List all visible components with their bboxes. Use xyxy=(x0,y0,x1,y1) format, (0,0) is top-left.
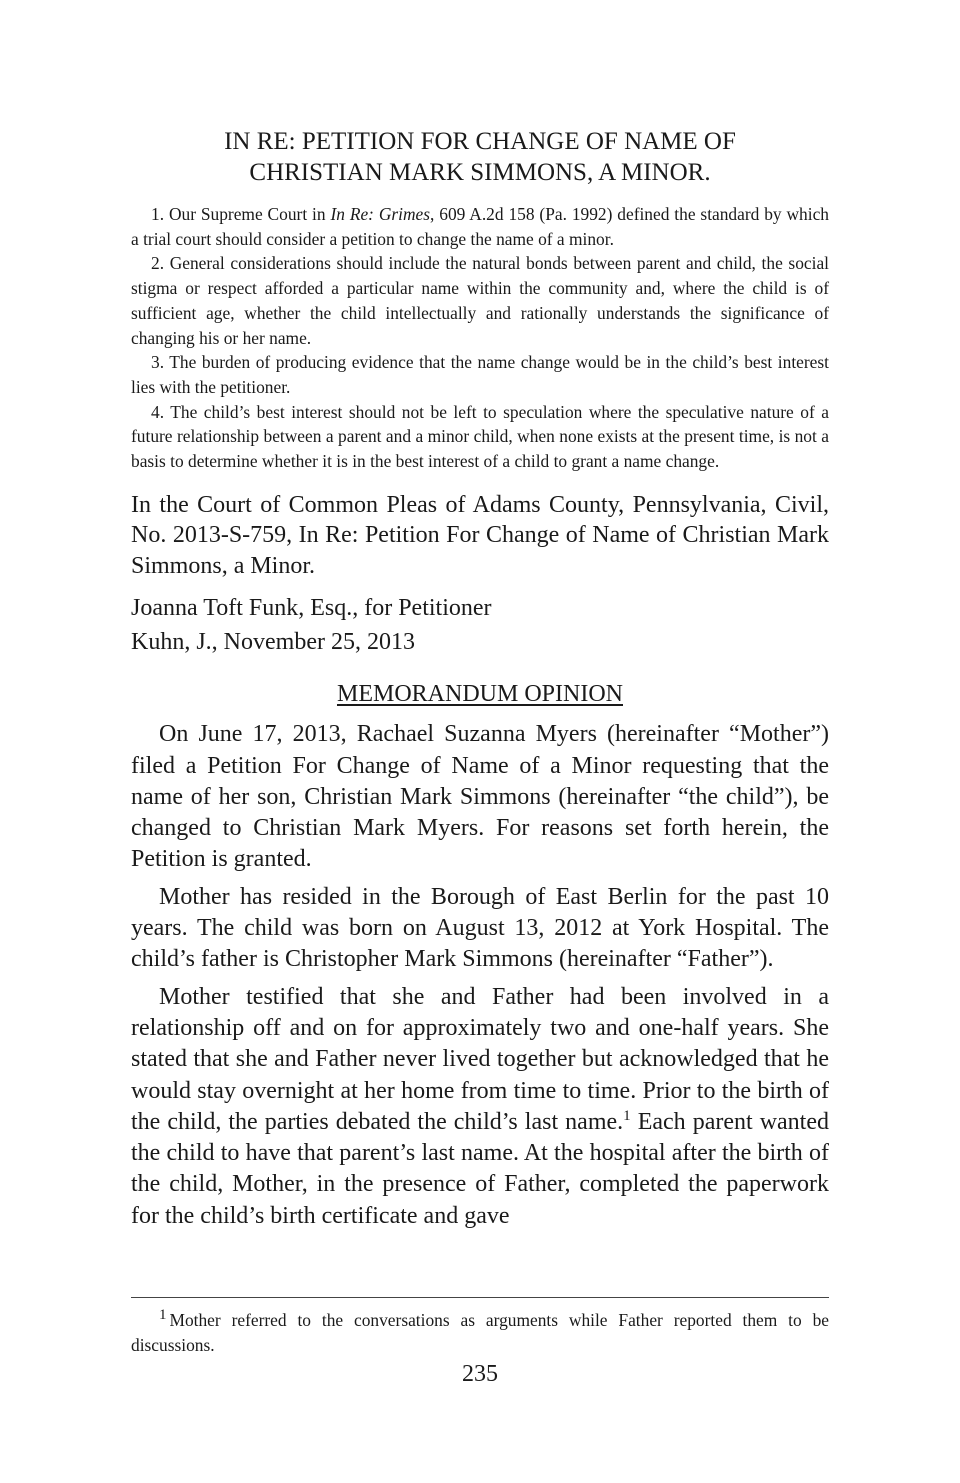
footnote-text: Mother referred to the conversations as arguments while Father reported them to be discussions. xyxy=(131,1310,829,1355)
footnote-divider xyxy=(131,1297,829,1298)
document-page xyxy=(131,126,829,1238)
body-paragraph: On June 17, 2013, Rachael Suzanna Myers (hereinafter “Mother”) filed a Petition For Change of Name of a Minor requesting that the name of her son, Christian Mark Simmons (hereinafter “the child”), be changed to Christian Mark Myers. For reasons set forth herein, the Petition is granted. xyxy=(131,721,829,873)
case-caption: In the Court of Common Pleas of Adams County, Pennsylvania, Civil, No. 2013-S-759, In Re: Petition For Change of Name of Christian Mark Simmons, a Minor. xyxy=(131,491,829,579)
document-title xyxy=(131,126,829,188)
headnote-4: 4. The child’s best interest should not be left to speculation where the speculative nature of a future relationship between a parent and a minor child, when none exists at the present time, is not a basis to determine whether it is in the best interest of a child to grant a name change. xyxy=(131,401,829,472)
footnote-number: 1 xyxy=(159,1307,167,1324)
headnote-number: 1. xyxy=(151,204,165,224)
headnote-number: 2. xyxy=(151,253,165,274)
page-number: 235 xyxy=(462,1361,498,1387)
judge-date-line: Kuhn, J., November 25, 2013 xyxy=(131,629,415,656)
opinion-body xyxy=(131,719,829,1232)
opinion-heading: MEMORANDUM OPINION xyxy=(336,681,623,708)
headnote-number: 4. xyxy=(151,401,165,422)
headnote-3: 3. The burden of producing evidence that the name change would be in the child’s best interest lies with the petitioner. xyxy=(131,352,829,397)
headnote-1: 1. Our Supreme Court in In Re: Grimes, 609 A.2d 158 (Pa. 1992) defined the standard by which a trial court should consider a petition to change the name of a minor. xyxy=(131,204,829,249)
body-paragraph-footnoted: Mother testified that she and Father had been involved in a relationship off and on for approximately two and one-half years. She stated that she and Father never lived together but acknowledged that he would stay overnight at her home from time to time. Prior to the birth of the child, the parties debated the child’s last name.$^1$ Each parent wanted the child to have that parent’s last name. At the hospital after the birth of the child, Mother, in the presence of Father, completed the paperwork for the child’s birth certificate and gave xyxy=(131,983,830,1229)
headnotes xyxy=(131,202,829,474)
footnote xyxy=(131,1308,829,1357)
headnote-2: 2. General considerations should include the natural bonds between parent and child, the social stigma or respect afforded a particular name within the community and, where the child is of sufficient age, whether the child intellectually and rationally understands the significance of changing his or her name. xyxy=(131,253,829,348)
headnote-number: 3. xyxy=(151,352,165,373)
body-paragraph: Mother has resided in the Borough of East Berlin for the past 10 years. The child was born on August 13, 2012 at York Hospital. The child’s father is Christopher Mark Simmons (hereinafter “Father”). xyxy=(131,883,829,973)
footnote-reference[interactable]: 1 xyxy=(623,1107,631,1124)
case-citation: In Re: Grimes xyxy=(330,204,431,224)
counsel-line: Joanna Toft Funk, Esq., for Petitioner xyxy=(131,595,492,622)
title-line-2: CHRISTIAN MARK SIMMONS, A MINOR. xyxy=(249,159,711,186)
title-line-1: IN RE: PETITION FOR CHANGE OF NAME OF xyxy=(224,128,736,155)
